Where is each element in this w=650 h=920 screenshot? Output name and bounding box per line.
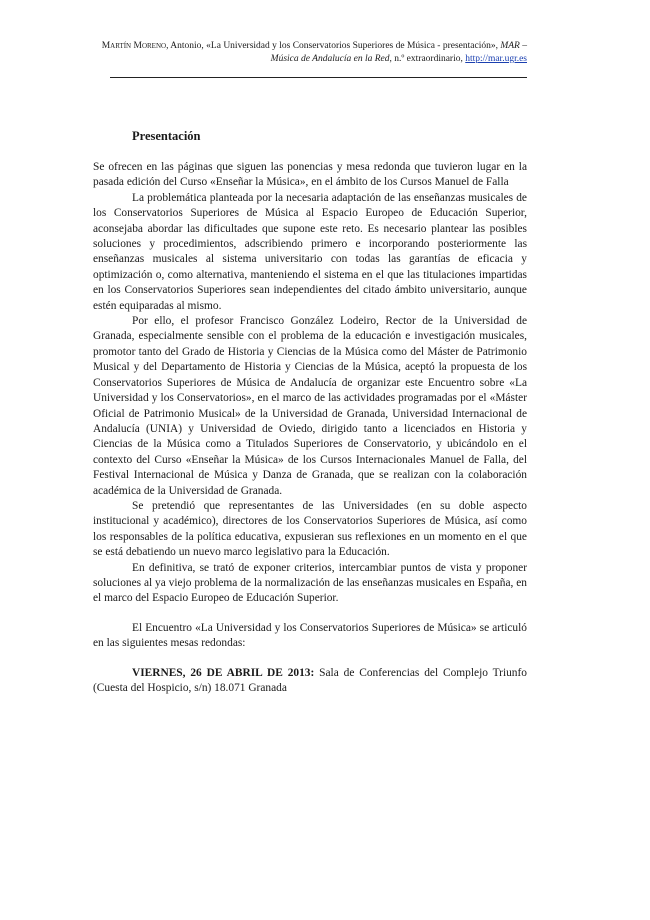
header-citation: , Antonio, «La Universidad y los Conservatorios Superiores de Música - presentación», bbox=[166, 41, 501, 51]
session-date: VIERNES, 26 DE ABRIL DE 2013: bbox=[132, 666, 315, 679]
paragraph-representatives: Se pretendió que representantes de las Universidades (en su doble aspecto institucional y académico), directores de los Conservatorios Superiores de Música, así como los responsables de la política educativa, expusieran sus reflexiones en un momento en el que se está debatiendo un nuevo marco legislativo para la Educación. bbox=[93, 499, 527, 559]
header-rule bbox=[110, 77, 527, 78]
paragraph-conclusion: En definitiva, se trató de exponer criterios, intercambiar puntos de vista y proponer soluciones al ya viejo problema de la normalización de las enseñanzas musicales en España, en el marco del Espacio Europeo de Educación Superior. bbox=[93, 561, 527, 605]
session-place: Sala de Conferencias del Complejo Triunfo (Cuesta del Hospicio, s/n) 18.071 Granada bbox=[93, 666, 527, 694]
session-line bbox=[93, 666, 527, 697]
paragraph-intro: Se ofrecen en las páginas que siguen las ponencias y mesa redonda que tuvieron lugar en la pasada edición del Curso «Enseñar la Música», en el ámbito de los Cursos Manuel de Falla bbox=[93, 161, 527, 189]
section-title: Presentación bbox=[132, 129, 201, 143]
running-header bbox=[95, 40, 527, 66]
header-url-link[interactable]: http://mar.ugr.es bbox=[465, 54, 527, 64]
paragraph-rector: Por ello, el profesor Francisco González Lodeiro, Rector de la Universidad de Granada, especialmente sensible con el problema de la educación e investigación musicales, promotor tanto del Grado de Historia y Ciencias de la Música como del Máster de Patrimonio Musical y del Departamento de Historia y Ciencias de la Música, aceptó la propuesta de los Conservatorios Superiores de Música de Andalucía de organizar este Encuentro sobre «La Universidad y los Conservatorios», en el marco de las actividades programadas por el «Máster Oficial de Patrimonio Musical» de la Universidad de Granada, Universidad Internacional de Andalucía (UNIA) y Universidad de Oviedo, dirigido tanto a licenciados en Historia y Ciencias de la Música como a Titulados Superiores de Conservatorio, y ubicándolo en el contexto del Curso «Enseñar la Música» de los Cursos Internacionales Manuel de Falla, del Festival Internacional de Música y Danza de Granada, que se realizan con la colaboración académica de la Universidad de Granada. bbox=[93, 315, 527, 497]
paragraph-problem: La problemática planteada por la necesaria adaptación de las enseñanzas musicales de los Conservatorios Superiores de Música al Espacio Europeo de Educación Superior, aconsejaba abordar las dificultades que supone este reto. Es necesario plantear las posibles soluciones y procedimientos, adscribiendo primero e incorporando posteriormente las enseñanzas musicales al sistema universitario con todas las garantías de eficacia y optimización o, como alternativa, manteniendo el sistema en el que las titulaciones impartidas en los Conservatorios Superiores sean independientes del citado ámbito universitario, aunque estén equiparadas al mismo. bbox=[93, 191, 527, 312]
header-journal: MAR – Música de Andalucía en la Red bbox=[270, 41, 527, 64]
header-author: Martín Moreno bbox=[101, 41, 167, 51]
header-issue: , n.º extraordinario, bbox=[389, 54, 466, 64]
document-body bbox=[93, 160, 527, 696]
paragraph-meeting: El Encuentro «La Universidad y los Conservatorios Superiores de Música» se articuló en las siguientes mesas redondas: bbox=[93, 621, 527, 650]
